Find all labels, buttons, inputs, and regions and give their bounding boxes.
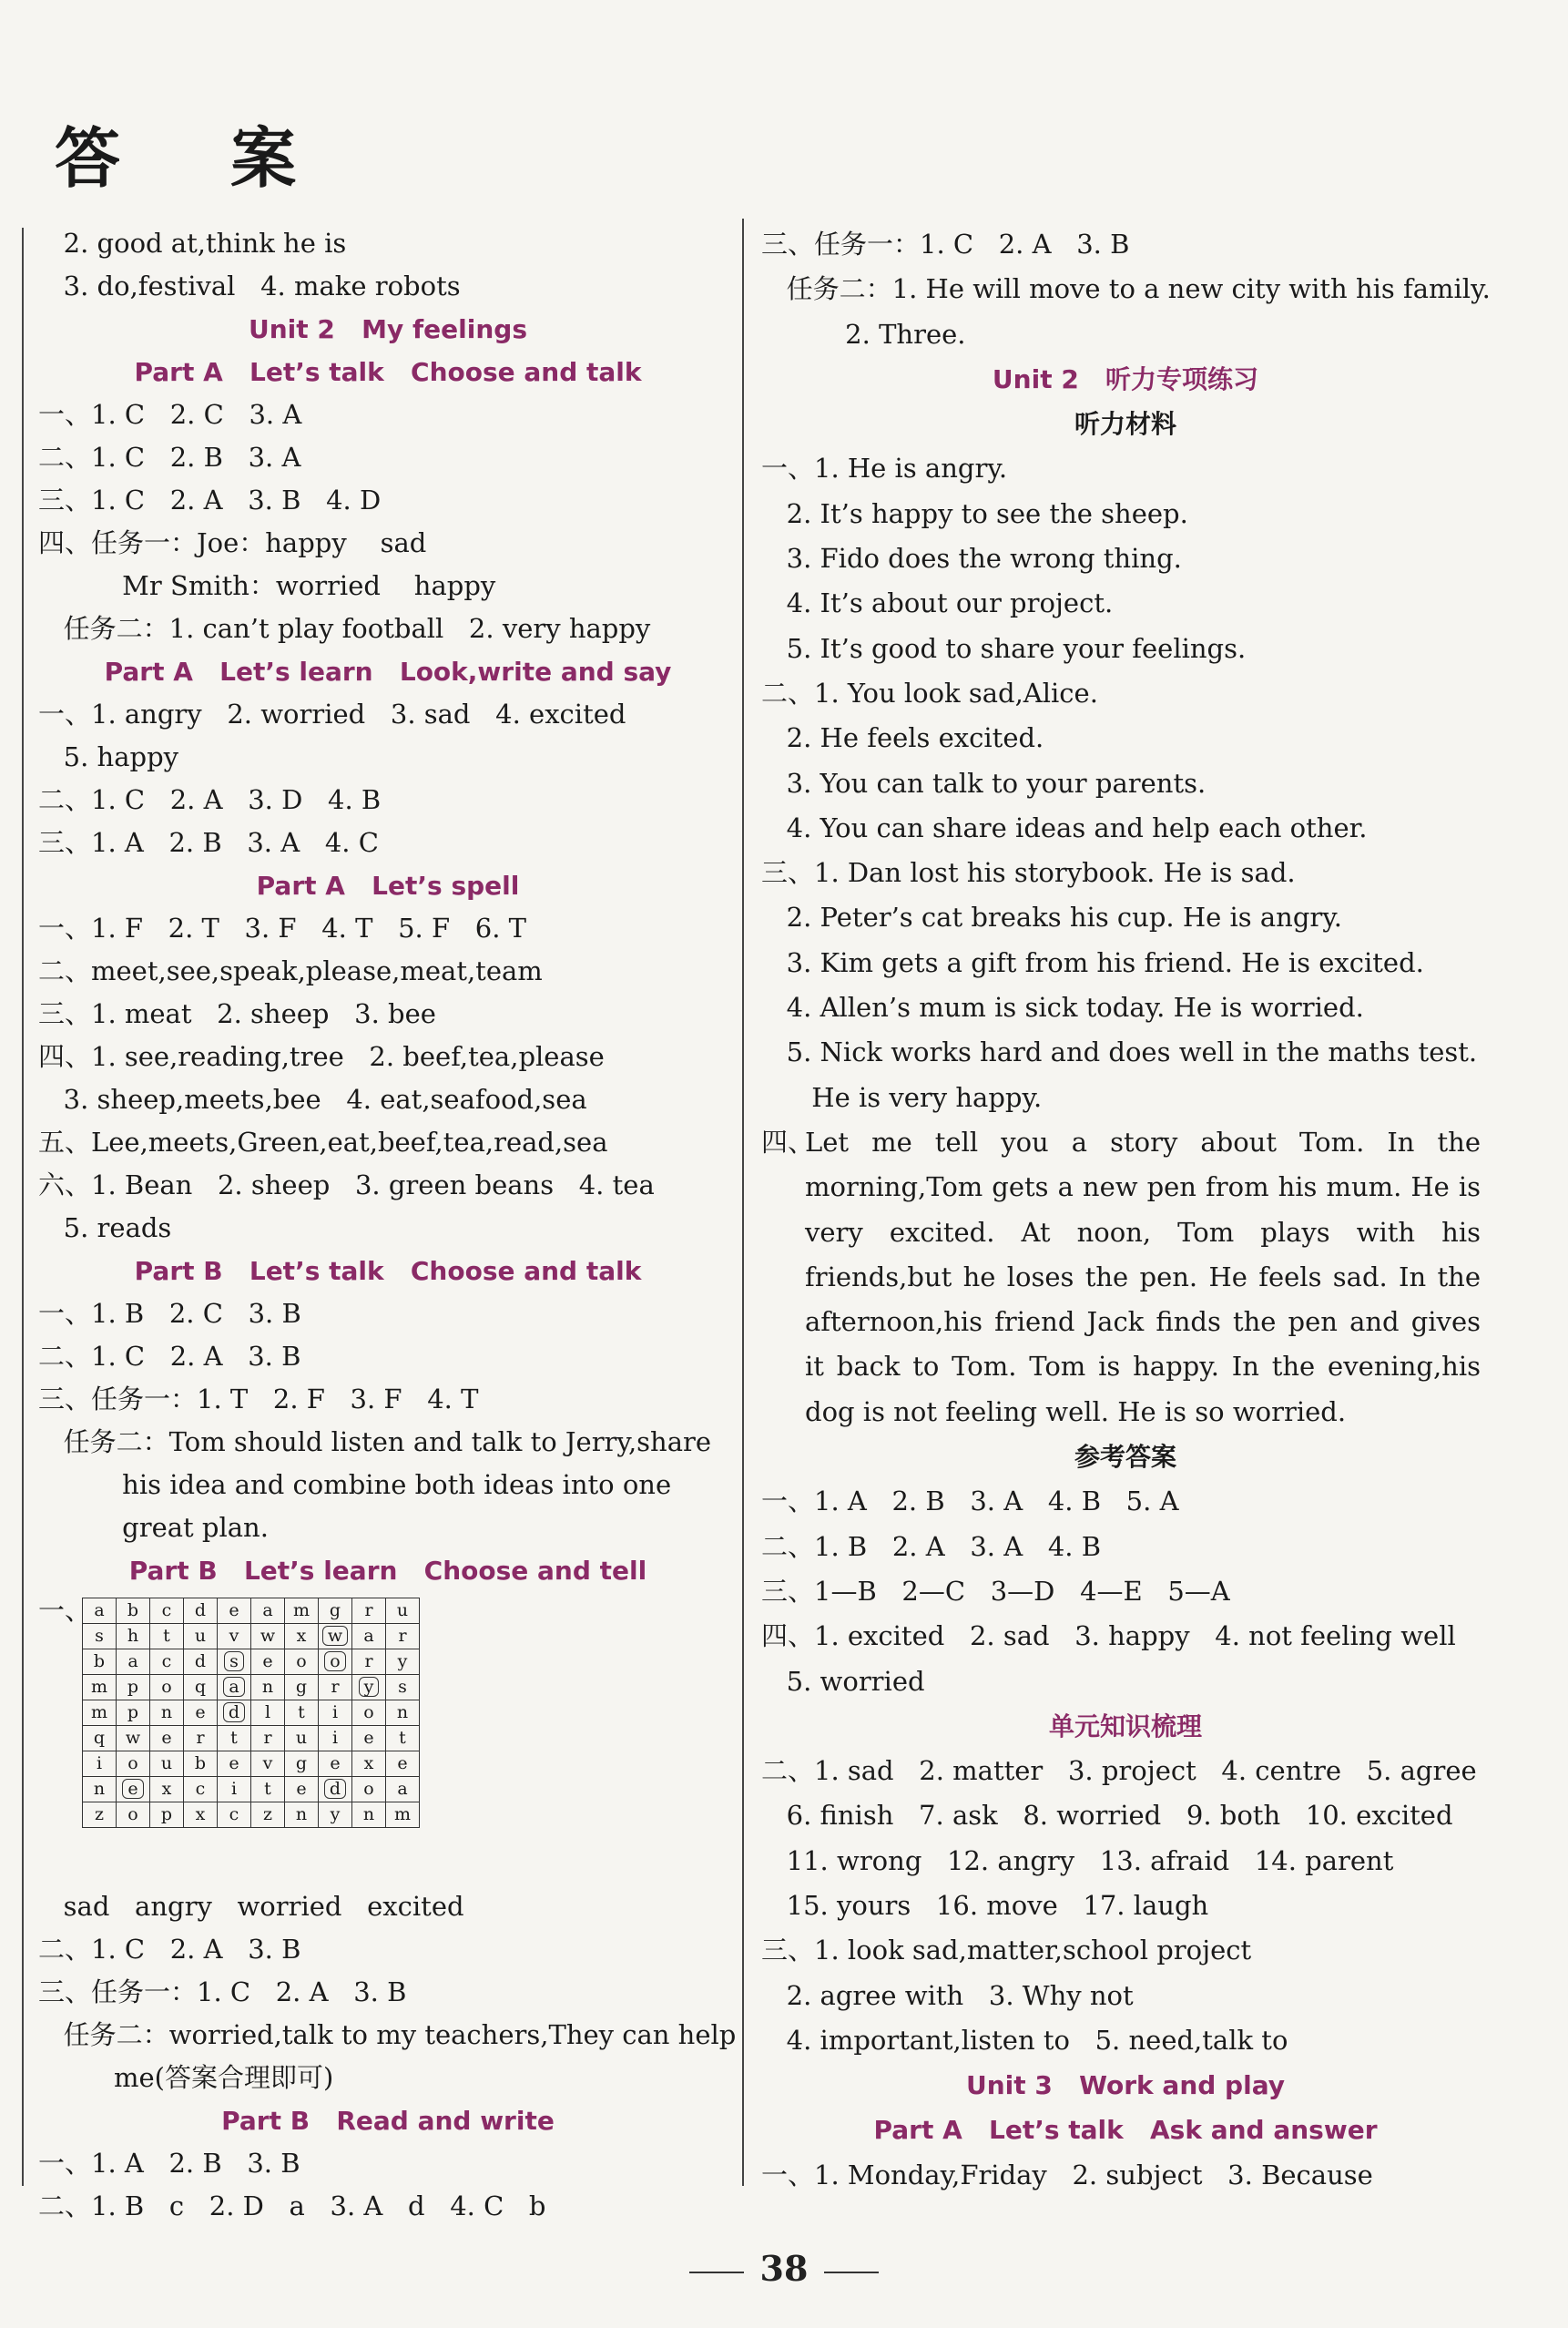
answer-line: 3. You can talk to your parents. xyxy=(761,767,1207,799)
answer-line: his idea and combine both ideas into one xyxy=(38,1469,672,1500)
grid-cell xyxy=(83,1726,117,1751)
grid-letter: a xyxy=(363,1626,374,1646)
grid-letter: w xyxy=(125,1728,141,1748)
grid-cell xyxy=(386,1598,420,1624)
answer-line: 三、任务一：1. C 2. A 3. B xyxy=(38,1976,407,2007)
grid-cell xyxy=(117,1700,150,1726)
grid-letter: n xyxy=(362,1804,375,1824)
grid-cell xyxy=(150,1802,184,1828)
answer-line: 一、1. F 2. T 3. F 4. T 5. F 6. T xyxy=(38,913,526,944)
grid-cell xyxy=(184,1802,218,1828)
grid-cell xyxy=(150,1624,184,1649)
answer-line: 三、1. Dan lost his storybook. He is sad. xyxy=(761,857,1296,889)
story-text: Let me tell you a story about Tom. In the morning,Tom gets a new pen from his mum. He is very excited. At noon, Tom plays with his friends,but he loses the pen. He feels sad. In the afternoon,his friend Jack finds the pen and gives it back to Tom. Tom is happy. In the evening,his dog is not feeling well. He is so worried. xyxy=(805,1126,1481,1427)
grid-letter: z xyxy=(94,1804,104,1824)
grid-cell xyxy=(352,1802,386,1828)
grid-letter: t xyxy=(163,1626,170,1646)
grid-letter: e xyxy=(195,1702,206,1722)
answer-line: Mr Smith：worried happy xyxy=(38,570,496,601)
grid-cell xyxy=(83,1675,117,1700)
grid-cell xyxy=(319,1675,352,1700)
grid-letter: a xyxy=(127,1651,138,1671)
answer-line: great plan. xyxy=(38,1512,269,1543)
grid-cell xyxy=(386,1802,420,1828)
grid-letter: e xyxy=(296,1779,307,1799)
grid-letter: o xyxy=(363,1779,374,1799)
grid-cell xyxy=(251,1751,285,1777)
grid-cell xyxy=(251,1649,285,1675)
answer-line: 2. He feels excited. xyxy=(761,722,1044,754)
grid-cell xyxy=(285,1700,319,1726)
grid-cell xyxy=(285,1675,319,1700)
answer-line: 3. Fido does the wrong thing. xyxy=(761,543,1182,575)
grid-cell xyxy=(117,1777,150,1802)
grid-cell xyxy=(184,1675,218,1700)
grid-cell xyxy=(319,1624,352,1649)
grid-cell xyxy=(285,1624,319,1649)
section-heading: Part B Read and write xyxy=(221,2106,555,2136)
grid-cell xyxy=(150,1726,184,1751)
grid-cell xyxy=(352,1598,386,1624)
grid-cell xyxy=(319,1802,352,1828)
answer-line: 2. agree with 3. Why not xyxy=(761,1979,1134,2011)
section-heading: Part A Let’s talk Choose and talk xyxy=(134,357,642,387)
grid-letter: d xyxy=(194,1651,207,1671)
answer-line: 3. Kim gets a gift from his friend. He is excited. xyxy=(761,946,1424,978)
left-column xyxy=(38,222,738,2228)
grid-cell xyxy=(251,1624,285,1649)
answer-line: 三、1—B 2—C 3—D 4—E 5—A xyxy=(761,1575,1230,1607)
grid-cell xyxy=(83,1624,117,1649)
section-heading: Unit 3 Work and play xyxy=(966,2070,1285,2101)
answer-line: 六、1. Bean 2. sheep 3. green beans 4. tea xyxy=(38,1169,655,1200)
grid-cell xyxy=(150,1598,184,1624)
grid-letter: u xyxy=(396,1600,409,1620)
grid-row xyxy=(83,1751,420,1777)
answer-line: 一、1. A 2. B 3. A 4. B 5. A xyxy=(761,1486,1179,1517)
answer-line: 二、1. sad 2. matter 3. project 4. centre 5. agree xyxy=(761,1755,1477,1787)
answer-line: 二、1. C 2. B 3. A xyxy=(38,442,301,473)
grid-letter: g xyxy=(295,1753,308,1773)
grid-row xyxy=(83,1675,420,1700)
grid-cell xyxy=(218,1726,251,1751)
grid-cell xyxy=(218,1598,251,1624)
grid-cell xyxy=(184,1726,218,1751)
grid-letter: x xyxy=(363,1753,374,1773)
answer-line: 四、任务一：Joe：happy sad xyxy=(38,527,427,558)
answer-line: 6. finish 7. ask 8. worried 9. both 10. excited xyxy=(761,1800,1453,1832)
grid-cell xyxy=(319,1700,352,1726)
grid-letter: e xyxy=(122,1779,143,1799)
grid-letter: b xyxy=(194,1753,207,1773)
answer-line: 5. worried xyxy=(761,1665,925,1697)
answer-line: 5. reads xyxy=(38,1212,172,1243)
grid-cell xyxy=(184,1598,218,1624)
answer-line: 一、1. A 2. B 3. B xyxy=(38,2148,300,2179)
right-answer-lines-top xyxy=(761,222,1490,1120)
grid-cell xyxy=(352,1700,386,1726)
grid-letter: v xyxy=(229,1626,239,1646)
grid-row xyxy=(83,1777,420,1802)
grid-letter: n xyxy=(160,1702,173,1722)
answer-line: 2. good at,think he is xyxy=(38,228,347,259)
grid-letter: e xyxy=(397,1753,408,1773)
left-answer-lines xyxy=(38,222,738,1592)
grid-letter: t xyxy=(230,1728,238,1748)
grid-letter: m xyxy=(90,1677,108,1697)
page-number-dash-left xyxy=(689,2272,744,2273)
grid-letter: r xyxy=(196,1728,205,1748)
grid-cell xyxy=(251,1726,285,1751)
grid-letter: n xyxy=(261,1677,274,1697)
grid-letter: u xyxy=(160,1753,173,1773)
grid-letter: o xyxy=(127,1804,138,1824)
grid-letter: q xyxy=(194,1677,207,1697)
grid-letter: o xyxy=(127,1753,138,1773)
grid-letter: e xyxy=(330,1753,341,1773)
grid-row xyxy=(83,1624,420,1649)
grid-row xyxy=(83,1598,420,1624)
grid-letter: d xyxy=(324,1779,346,1799)
grid-letter: s xyxy=(224,1651,244,1671)
answer-line: 5. happy xyxy=(38,741,179,772)
grid-letter: v xyxy=(262,1753,273,1773)
grid-letter: i xyxy=(331,1728,339,1748)
page-number-text: 38 xyxy=(759,2248,809,2289)
grid-letter: g xyxy=(295,1677,308,1697)
grid-letter: d xyxy=(223,1702,245,1722)
grid-letter: b xyxy=(127,1600,139,1620)
grid-cell xyxy=(117,1726,150,1751)
grid-cell xyxy=(352,1675,386,1700)
grid-cell xyxy=(285,1751,319,1777)
grid-letter: h xyxy=(127,1626,139,1646)
grid-cell xyxy=(218,1700,251,1726)
grid-letter: o xyxy=(363,1702,374,1722)
grid-letter: e xyxy=(363,1728,374,1748)
section-heading: Part A Let’s spell xyxy=(256,871,520,901)
grid-cell xyxy=(150,1777,184,1802)
grid-row xyxy=(83,1700,420,1726)
answer-line: 2. It’s happy to see the sheep. xyxy=(761,497,1188,529)
grid-letter: n xyxy=(295,1804,308,1824)
grid-cell xyxy=(117,1624,150,1649)
grid-letter: o xyxy=(161,1677,172,1697)
answer-line: 任务二：1. can’t play football 2. very happy xyxy=(38,613,651,644)
grid-cell xyxy=(251,1777,285,1802)
answer-line: 三、1. look sad,matter,school project xyxy=(761,1935,1252,1966)
grid-cell xyxy=(386,1700,420,1726)
subsection-heading: 听力材料 xyxy=(1074,409,1176,440)
grid-cell xyxy=(150,1751,184,1777)
grid-letter: y xyxy=(330,1804,341,1824)
grid-cell xyxy=(150,1700,184,1726)
grid-cell xyxy=(184,1777,218,1802)
grid-cell xyxy=(218,1675,251,1700)
answer-line: 二、1. B c 2. D a 3. A d 4. C b xyxy=(38,2190,546,2221)
answer-line: 任务二：worried,talk to my teachers,They can help xyxy=(38,2019,737,2050)
grid-cell xyxy=(218,1624,251,1649)
grid-letter: r xyxy=(263,1728,272,1748)
grid-letter: m xyxy=(393,1804,412,1824)
grid-row xyxy=(83,1726,420,1751)
grid-letter: r xyxy=(364,1651,373,1671)
grid-letter: c xyxy=(161,1600,172,1620)
grid-letter: t xyxy=(399,1728,406,1748)
grid-cell xyxy=(319,1751,352,1777)
grid-letter: i xyxy=(96,1753,103,1773)
section-heading: Part B Let’s talk Choose and talk xyxy=(134,1256,642,1286)
section-heading: Part A Let’s learn Look,write and say xyxy=(104,657,672,687)
page-number xyxy=(0,2248,1568,2289)
grid-letter: c xyxy=(195,1779,206,1799)
grid-letter: p xyxy=(127,1677,139,1697)
right-column xyxy=(761,222,1490,2198)
grid-letter: x xyxy=(296,1626,307,1646)
grid-letter: q xyxy=(93,1728,106,1748)
section-heading: Unit 2 听力专项练习 xyxy=(992,363,1259,394)
grid-cell xyxy=(352,1726,386,1751)
grid-cell xyxy=(184,1649,218,1675)
grid-cell xyxy=(352,1624,386,1649)
grid-letter: u xyxy=(295,1728,308,1748)
grid-cell xyxy=(319,1777,352,1802)
grid-cell xyxy=(184,1700,218,1726)
grid-cell xyxy=(251,1700,285,1726)
grid-cell xyxy=(386,1649,420,1675)
grid-letter: o xyxy=(324,1651,345,1671)
answer-line: 11. wrong 12. angry 13. afraid 14. parent xyxy=(761,1844,1394,1876)
grid-cell xyxy=(83,1777,117,1802)
grid-cell xyxy=(117,1802,150,1828)
grid-cell xyxy=(386,1777,420,1802)
grid-cell xyxy=(251,1802,285,1828)
grid-letter: r xyxy=(364,1600,373,1620)
grid-cell xyxy=(251,1675,285,1700)
grid-cell xyxy=(184,1624,218,1649)
grid-cell xyxy=(352,1751,386,1777)
grid-letter: p xyxy=(160,1804,173,1824)
grid-cell xyxy=(285,1649,319,1675)
listening-story xyxy=(761,1120,1490,1435)
answer-line: 5. It’s good to share your feelings. xyxy=(761,632,1247,664)
answer-line: 3. sheep,meets,bee 4. eat,seafood,sea xyxy=(38,1084,587,1115)
answer-line: 三、1. A 2. B 3. A 4. C xyxy=(38,827,379,858)
grid-cell xyxy=(117,1675,150,1700)
grid-letter: c xyxy=(229,1804,239,1824)
answer-line: 五、Lee,meets,Green,eat,beef,tea,read,sea xyxy=(38,1127,608,1158)
answer-line: me(答案合理即可) xyxy=(38,2062,334,2093)
grid-cell xyxy=(352,1777,386,1802)
grid-letter: i xyxy=(331,1702,339,1722)
grid-letter: i xyxy=(230,1779,238,1799)
grid-letter: r xyxy=(331,1677,340,1697)
answer-line: 二、1. B 2. A 3. A 4. B xyxy=(761,1530,1102,1562)
grid-cell xyxy=(117,1598,150,1624)
grid-cell xyxy=(352,1649,386,1675)
answer-line: 二、1. C 2. A 3. D 4. B xyxy=(38,784,382,815)
grid-letter: a xyxy=(262,1600,273,1620)
answer-line: 二、meet,see,speak,please,meat,team xyxy=(38,955,543,986)
grid-cell xyxy=(251,1598,285,1624)
grid-cell xyxy=(218,1649,251,1675)
section-heading: 单元知识梳理 xyxy=(1048,1710,1202,1741)
grid-letter: b xyxy=(93,1651,106,1671)
section-heading: Part A Let’s talk Ask and answer xyxy=(873,2115,1378,2146)
grid-cell xyxy=(117,1649,150,1675)
grid-letter: g xyxy=(329,1600,341,1620)
answer-line: 一、1. angry 2. worried 3. sad 4. excited xyxy=(38,699,626,730)
grid-letter: a xyxy=(94,1600,105,1620)
grid-row xyxy=(83,1802,420,1828)
grid-letter: m xyxy=(90,1702,108,1722)
grid-letter: a xyxy=(223,1677,244,1697)
grid-letter: e xyxy=(229,1753,239,1773)
section-heading: Unit 2 My feelings xyxy=(249,314,527,344)
grid-cell xyxy=(386,1624,420,1649)
grid-cell xyxy=(285,1777,319,1802)
answer-line: 一、1. Monday,Friday 2. subject 3. Because xyxy=(761,2159,1373,2190)
grid-letter: y xyxy=(359,1677,380,1697)
answer-line: 任务二：1. He will move to a new city with his family. xyxy=(761,273,1491,305)
grid-letter: e xyxy=(161,1728,172,1748)
word-search-grid xyxy=(82,1598,420,1828)
answer-line: 四、1. see,reading,tree 2. beef,tea,please xyxy=(38,1041,605,1072)
grid-cell xyxy=(218,1802,251,1828)
grid-cell xyxy=(285,1802,319,1828)
grid-letter: w xyxy=(260,1626,276,1646)
answer-line: 4. important,listen to 5. need,talk to xyxy=(761,2024,1288,2056)
grid-letter: m xyxy=(292,1600,311,1620)
answer-line: 三、任务一：1. T 2. F 3. F 4. T xyxy=(38,1384,479,1414)
left-margin-rule xyxy=(22,228,24,2186)
grid-letter: y xyxy=(397,1651,408,1671)
grid-cell xyxy=(319,1598,352,1624)
grid-cell xyxy=(83,1598,117,1624)
grid-letter: n xyxy=(396,1702,409,1722)
grid-cell xyxy=(184,1751,218,1777)
grid-cell xyxy=(319,1649,352,1675)
grid-row xyxy=(83,1649,420,1675)
grid-letter: p xyxy=(127,1702,139,1722)
grid-cell xyxy=(319,1726,352,1751)
grid-item-number: 一、 xyxy=(38,1595,92,1626)
answer-line: 5. Nick works hard and does well in the maths test. xyxy=(761,1036,1478,1068)
grid-letter: o xyxy=(296,1651,307,1671)
grid-cell xyxy=(285,1598,319,1624)
grid-letter: z xyxy=(262,1804,272,1824)
grid-cell xyxy=(83,1802,117,1828)
grid-letter: w xyxy=(322,1626,348,1646)
grid-cell xyxy=(386,1675,420,1700)
answer-line: 一、1. C 2. C 3. A xyxy=(38,399,302,430)
answer-line: 二、1. C 2. A 3. B xyxy=(38,1341,301,1372)
column-divider xyxy=(742,219,744,2186)
grid-cell xyxy=(386,1726,420,1751)
answer-line: 一、1. He is angry. xyxy=(761,453,1008,485)
grid-letter: n xyxy=(93,1779,106,1799)
answer-line: 四、1. excited 2. sad 3. happy 4. not feeling well xyxy=(761,1620,1456,1652)
answer-line: 4. Allen’s mum is sick today. He is worried. xyxy=(761,992,1364,1024)
grid-cell xyxy=(150,1675,184,1700)
grid-cell xyxy=(117,1751,150,1777)
answer-line: 任务二：Tom should listen and talk to Jerry,share xyxy=(38,1426,712,1457)
grid-letter: t xyxy=(298,1702,305,1722)
answer-line: 三、1. C 2. A 3. B 4. D xyxy=(38,485,382,516)
answer-line: 2. Three. xyxy=(761,318,966,350)
grid-cell xyxy=(218,1777,251,1802)
grid-letter: x xyxy=(195,1804,206,1824)
grid-letter: r xyxy=(398,1626,407,1646)
grid-cell xyxy=(386,1751,420,1777)
subsection-heading: 参考答案 xyxy=(1074,1442,1176,1473)
answer-line: 二、1. C 2. A 3. B xyxy=(38,1934,301,1965)
grid-letter: e xyxy=(262,1651,273,1671)
page-number-dash-right xyxy=(824,2272,879,2273)
answer-line: 二、1. You look sad,Alice. xyxy=(761,677,1098,709)
story-item-number: 四、 xyxy=(761,1126,815,1158)
grid-cell xyxy=(83,1700,117,1726)
grid-letter: e xyxy=(229,1600,239,1620)
grid-cell xyxy=(285,1726,319,1751)
answer-line: 2. Peter’s cat breaks his cup. He is angry. xyxy=(761,902,1343,934)
grid-letter: a xyxy=(397,1779,408,1799)
right-answer-lines-bottom xyxy=(761,1435,1490,2198)
answer-line: He is very happy. xyxy=(761,1081,1043,1113)
answer-line: 3. do,festival 4. make robots xyxy=(38,271,461,301)
answer-line: 三、任务一：1. C 2. A 3. B xyxy=(761,229,1130,260)
grid-letter: u xyxy=(194,1626,207,1646)
grid-cell xyxy=(83,1649,117,1675)
answer-line: 4. It’s about our project. xyxy=(761,587,1114,619)
left-after-grid-lines xyxy=(38,1885,738,2228)
grid-letter: s xyxy=(95,1626,104,1646)
grid-letter: l xyxy=(264,1702,271,1722)
answer-line: 三、1. meat 2. sheep 3. bee xyxy=(38,998,436,1029)
word-search-block xyxy=(38,1592,738,1885)
grid-letter: c xyxy=(161,1651,172,1671)
page-title: 答 案 xyxy=(55,119,341,197)
grid-letter: x xyxy=(161,1779,172,1799)
answer-line: 一、1. B 2. C 3. B xyxy=(38,1298,301,1329)
answer-line: 4. You can share ideas and help each other. xyxy=(761,812,1368,843)
section-heading: Part B Let’s learn Choose and tell xyxy=(128,1556,647,1586)
grid-letter: t xyxy=(264,1779,271,1799)
grid-cell xyxy=(150,1649,184,1675)
answer-line: 15. yours 16. move 17. laugh xyxy=(761,1889,1209,1921)
answer-line: sad angry worried excited xyxy=(38,1891,464,1922)
grid-cell xyxy=(218,1751,251,1777)
grid-cell xyxy=(83,1751,117,1777)
grid-letter: d xyxy=(194,1600,207,1620)
grid-letter: s xyxy=(398,1677,407,1697)
